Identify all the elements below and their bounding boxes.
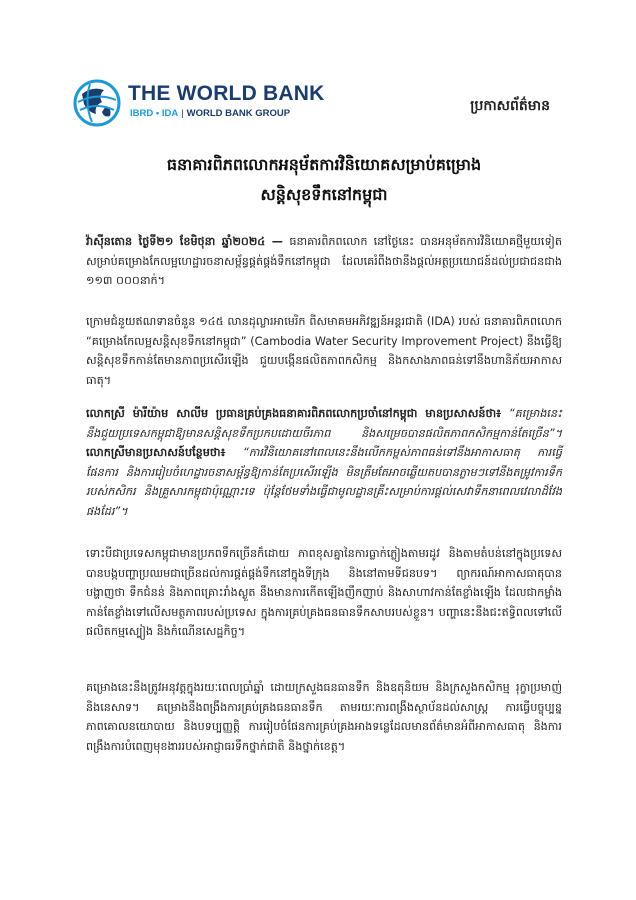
header <box>72 76 550 132</box>
paragraph-2 <box>86 312 562 390</box>
globe-icon <box>72 78 122 128</box>
logo-subtitle <box>130 108 290 119</box>
logo-name: THE WORLD BANK <box>128 82 325 105</box>
speaker-intro: លោកស្រី ម៉ារីយ៉ាម សាលីម ប្រធានគ្រប់គ្រងធនាគារពិភពលោកប្រចាំនៅកម្ពុជា មានប្រសាសន៍ថា៖ <box>86 407 509 420</box>
dateline: វ៉ាស៊ីនតោន ថ្ងៃទី២១ ខែមិថុនា ឆ្នាំ២០២៤ — <box>86 235 290 248</box>
quote-2: “ការវិនិយោគនៅពេលនេះនឹងលើកកម្ពស់ភាពធន់ទៅនឹងអាកាសធាតុ ការធ្វើផែនការ និងការរៀបចំហេដ្ឋារចនាសម្ព័ន្ធឱ្យកាន់តែប្រសើរឡើង មិនត្រឹមតែអាចឆ្លើយតបបានភ្លាមៗទៅនឹងតម្រូវការទឹករបស់កសិករ និងគ្រួសារកម្ពុជាប៉ុណ្ណោះទេ ប៉ុន្តែថែមទាំងធ្វើជាមូលដ្ឋានគ្រឹះសម្រាប់ការផ្តល់សេវាទឹកនាពេលវេលាដ៏វែងផងដែរ”។ <box>86 446 562 518</box>
title-line-2: សន្តិសុខទឹកនៅកម្ពុជា <box>260 185 388 204</box>
quote-1: “គម្រោងនេះនឹងជួយប្រទេសកម្ពុជាឱ្យមានសន្តិសុខទឹកប្រកបដោយចីរភាព និងសម្រេចបានផលិតភាពកសិកម្មកាន់តែច្រើន”។ <box>86 407 562 440</box>
logo-group: WORLD BANK GROUP <box>186 108 291 119</box>
world-bank-logo <box>72 76 372 132</box>
paragraph-5-text: គម្រោងនេះនឹងត្រូវអនុវត្តក្នុងរយៈពេលប្រាំឆ្នាំ ដោយក្រសួងធនធានទឹក និងឧតុនិយម និងក្រសួងកសិកម្ម រុក្ខាប្រមាញ់ និងនេសាទ។ គម្រោងនឹងពង្រឹងការគ្រប់គ្រងធនធានទឹក តាមរយៈការពង្រឹងស្ថាប័នដល់សាស្ត្រ ការធ្វើបច្ចុប្បន្នភាពគោលនយោបាយ និងបទប្បញ្ញត្តិ ការរៀបចំផែនការគ្រប់គ្រងអាងទន្លេដែលមានព័ត៌មានអំពីអាកាសធាតុ និងការពង្រឹងការបំពេញមុខងាររបស់អាជ្ញាធរទឹកថ្នាក់ជាតិ និងថ្នាក់ខេត្ត។ <box>86 681 562 753</box>
paragraph-1 <box>86 232 562 291</box>
logo-separator: | <box>181 108 184 119</box>
paragraph-4-text: ទោះបីជាប្រទេសកម្ពុជាមានប្រភពទឹកច្រើនក៏ដោយ ភាពខុសគ្នានៃការធ្លាក់ភ្លៀងតាមរដូវ និងតាមតំបន់នៅក្នុងប្រទេស បានបង្កបញ្ហាប្រឈមជាច្រើនដល់ការផ្គត់ផ្គង់ទឹកនៅក្នុងទីក្រុង និងនៅតាមទីជនបទ។ ព្យាករណ៍អាកាសធាតុបានបង្ហាញថា ទឹកជំនន់ និងភាពគ្រោះរាំងស្ងួត នឹងមានការកើតឡើងញឹកញាប់ និងសាហាវកាន់តែខ្លាំងឡើង ដែលជាកម្លាំងកាន់តែខ្លាំងទៅលើសមត្ថភាពរបស់ប្រទេស ក្នុងការគ្រប់គ្រងធនធានទឹកសាបរបស់ខ្លួន។ បញ្ហានេះនឹងជះឥទ្ធិពលទៅលើផលិតកម្មស្បៀង និងកំណើនសេដ្ឋកិច្ច។ <box>86 547 562 638</box>
page-title <box>86 150 562 210</box>
paragraph-5 <box>86 678 562 756</box>
paragraph-3 <box>86 404 562 521</box>
title-line-1: ធនាគារពិភពលោកអនុម័តការវិនិយោគសម្រាប់គម្រោង <box>166 155 482 174</box>
speaker-continued: លោកស្រីមានប្រសាសន៍បន្ថែមថា៖ <box>86 446 243 459</box>
logo-ibrd-ida: IBRD • IDA <box>130 108 179 119</box>
press-release-label: ប្រកាសព័ត៌មាន <box>470 98 550 114</box>
paragraph-4 <box>86 544 562 642</box>
paragraph-1-text: ធនាគារពិភពលោក នៅថ្ងៃនេះ បានអនុម័តការវិនិយោគថ្មីមួយទៀត សម្រាប់គម្រោងកែលម្អហេដ្ឋារចនាសម្ព័ន្ធផ្គត់ផ្គង់ទឹកនៅកម្ពុជា ដែលគេរំពឹងថានឹងផ្តល់អត្ថប្រយោជន៍ដល់ប្រជាជនជាង ១១៣ ០០០នាក់។ <box>86 235 562 287</box>
paragraph-2-text: ក្រោមជំនួយឥណទានចំនួន ១៤៥ លានដុល្លារអាមេរិក ពីសមាគមអភិវឌ្ឍន៍អន្តរជាតិ (IDA) របស់ ធនាគារពិភពលោក “គម្រោងកែលម្អសន្តិសុខទឹកនៅកម្ពុជា” (Cambodia Water Security Improvement Project) នឹងធ្វើឱ្យសន្តិសុខទឹកកាន់តែមានភាពប្រសើរឡើង ជួយបង្កើនផលិតភាពកសិកម្ម និងកសាងភាពធន់ទៅនឹងហានិភ័យអាកាសធាតុ។ <box>86 315 562 387</box>
